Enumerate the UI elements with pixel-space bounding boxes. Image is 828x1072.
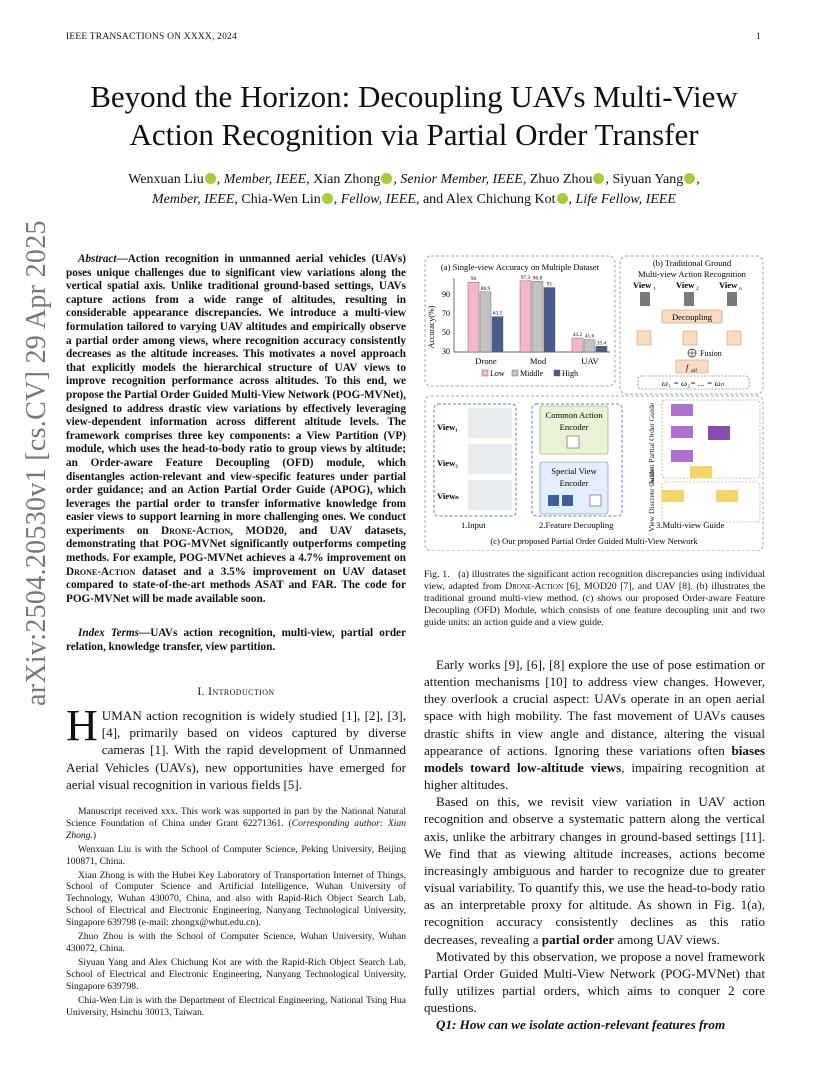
bar-value-label: 35.4 (596, 340, 607, 347)
bar (532, 281, 543, 352)
footnote (66, 806, 406, 842)
abstract-label: Abstract (78, 253, 117, 265)
footnote: Xian Zhong is with the Hubei Key Laboratory of Transportation Internet of Things, School of Computer Science and Artificial Intelligence, Wuhan University of Technology, Wuhan 430070, China, and also with Rapid-Rich Object Search Lab, School of Electrical and Electronic Engineering, Nanyang Technological University, Singapore 639798 (e-mail: zhongx@whut.edu.cn). (66, 869, 406, 929)
footnote: Chia-Wen Lin is with the Department of Electrical Engineering, National Tsing Hua University, Hsinchu 30013, Taiwan. (66, 994, 406, 1018)
question-text: Q1: How can we isolate action-relevant features from (436, 1017, 726, 1033)
bar-value-label: 86.9 (480, 285, 491, 292)
feature-block (637, 331, 651, 345)
dataset-name: Drone-Action (66, 565, 136, 578)
feature-block (727, 331, 741, 345)
author-role: Senior Member, IEEE (400, 172, 523, 187)
orcid-icon[interactable] (322, 193, 333, 204)
paragraph-text: Based on this, we revisit view variation in UAV action recognition and observe a systematic pattern along the vertical axis, unlike the arbitrary changes in ground-based settings [11]. We find that as viewing altitude increases, actions become increasingly ambiguous and harder to recognize due to greater visual variability. To quantify this, we use the head-to-body ratio as an interpretable proxy for altitude. As shown in Fig. 1(a), recognition accuracy consistently declines as this ratio decreases, revealing a (424, 794, 765, 947)
author-name: Chia-Wen Lin (241, 192, 321, 207)
bar (596, 346, 607, 352)
legend-label: High (562, 369, 578, 378)
running-header: IEEE TRANSACTIONS ON XXXX, 2024 (66, 32, 237, 42)
author-name: Xian Zhong (313, 172, 381, 187)
bar-value-label: 43.2 (572, 332, 583, 339)
legend-swatch (512, 370, 518, 376)
omega-equality: ω₁ = ω₂= ... = ωₙ (661, 378, 725, 388)
bar (572, 338, 583, 352)
c-view-label: View₁ (437, 422, 458, 432)
orcid-icon[interactable] (381, 173, 392, 184)
abstract-text-3: dataset and a 3.5% improvement on UAV dataset compared to state-of-the-art methods ASAT and FAR. The code for POG-MVNet will be made available soon. (66, 565, 406, 605)
bar (492, 317, 503, 352)
paper-title (60, 78, 768, 154)
orcid-icon[interactable] (684, 173, 695, 184)
decoupling-label: Decoupling (671, 312, 713, 322)
y-ticks (442, 290, 450, 356)
author-name: Zhuo Zhou (529, 172, 593, 187)
view-subscript: 2 (696, 286, 699, 292)
footnote: Siyuan Yang and Alex Chichung Kot are with the Rapid-Rich Object Search Lab, School of Electrical and Electronic Engineering, Nanyang Technological University, Singapore 639798. (66, 956, 406, 992)
bar (520, 281, 531, 352)
paragraph (424, 656, 765, 793)
footnote: Zhuo Zhou is with the School of Computer Science, Wuhan University, Wuhan 430072, China. (66, 931, 406, 954)
y-axis-label: Accuracy(%) (427, 305, 436, 349)
bar (468, 282, 479, 352)
view-label: View (676, 280, 695, 290)
view-node (662, 490, 684, 502)
author-name: Alex Chichung Kot (445, 192, 556, 207)
common-encoder-label: Encoder (559, 422, 589, 432)
intro-text: UMAN action recognition is widely studied [1], [2], [3], [4], primarily based on videos captured by diverse cameras [1]. With the rapid development of Unmanned Aerial Vehicles (UAVs), new opportunities have emerged for aerial visual recognition in various fields [5]. (66, 708, 406, 792)
dataset-name: Drone-Action (505, 581, 563, 592)
question-heading (424, 1016, 765, 1033)
index-terms (66, 627, 406, 654)
legend-label: Low (490, 369, 505, 378)
feature-block (683, 331, 697, 345)
bar (584, 340, 595, 352)
view-feature (590, 495, 601, 506)
category-label: Drone (475, 356, 497, 366)
footnote-text: Manuscript received xxx. This work was supported in part by the National Natural Science Foundation of China under Grant 62271361. ( (66, 806, 406, 829)
action-node (671, 450, 693, 462)
fall-subscript: all (691, 368, 697, 374)
view-feature (562, 495, 573, 506)
special-encoder-label: Special View (551, 466, 597, 476)
author-role: Fellow, IEEE (340, 192, 416, 207)
panel-b-title: Multi-view Action Recognition (638, 269, 746, 279)
legend (482, 369, 578, 378)
common-feature (567, 436, 579, 448)
step-label: 2.Feature Decoupling (539, 520, 614, 530)
abstract-text: —Action recognition in unmanned aerial vehicles (UAVs) poses unique challenges due to significant view variations along the vertical spatial axis. Unlike traditional ground-based settings, UAVs capture actions from a wide range of altitudes, resulting in considerable appearance discrepancies. We introduce a multi-view formulation tailored to varying UAV altitudes and empirically observe a partial order among views, where recognition accuracy consistently decreases as the altitude increases. This motivates a novel approach that explicitly models the hierarchical structure of UAV views to improve recognition performance across altitudes. To this end, we propose the Partial Order Guided Multi-View Network (POG-MVNet), designed to address drastic view variations by effectively leveraging view-dependent information across different altitude levels. The framework comprises three key components: a View Partition (VP) module, which uses the head-to-body ratio to group views by altitude; an Order-aware Feature Decoupling (OFD) module, which disentangles action-relevant and view-specific features under partial order guidance; and an Action Partial Order Guide (APOG), which leverages the partial order to transfer informative knowledge from easier views to support learning in more challenging ones. We conduct experiments on (66, 253, 406, 537)
view-guide-label: View Discrete Guide (647, 468, 656, 532)
emphasis: biases models toward low-altitude views (424, 742, 765, 775)
action-guide-label: Action Partial Order Guide (647, 402, 656, 486)
footnote-corresponding: Corresponding author: Xian Zhong. (66, 817, 406, 841)
action-node (671, 426, 693, 438)
special-encoder-label: Encoder (559, 478, 589, 488)
section-heading: I. Introduction (197, 686, 275, 698)
intro-paragraph (66, 701, 406, 793)
view-feature (548, 495, 559, 506)
paragraph-text: , impairing recognition at higher altitudes. (424, 759, 765, 793)
bar (480, 292, 491, 352)
view-node (690, 466, 712, 478)
paragraph (424, 793, 765, 947)
view-photo (468, 480, 512, 510)
index-terms-label: Index Terms (78, 627, 140, 639)
category-label: UAV (581, 356, 599, 366)
y-tick: 70 (442, 309, 450, 318)
category-labels (475, 356, 599, 366)
view-label: View (633, 280, 652, 290)
view-photo (468, 444, 512, 474)
footnotes (66, 806, 406, 1020)
bar-value-label: 91 (546, 281, 553, 288)
y-tick: 90 (442, 290, 450, 299)
view-photo (468, 408, 512, 438)
view-label: View (719, 280, 738, 290)
author-list: Wenxuan Liu , Member, IEEE, Xian Zhong , Senior Member, IEEE, Zhuo Zhou , Siyuan Yang , Member, IEEE, Chia-Wen Lin , Fellow, IEEE, and Alex Chichung Kot , Life Fellow, IEEE (128, 172, 700, 207)
bar-value-label: 63.5 (492, 310, 503, 317)
caption-text-2: [6], MOD20 [7], and UAV [8]. (b) illustrates the traditional ground multi-view method. (c) shows our proposed Order-aware Feature Decoupling (OFD) Module, which consists of one feature decoupling unit and two guide units: an action guide and a view guide. (424, 581, 765, 628)
author-role: Life Fellow, IEEE (575, 192, 676, 207)
paragraph-text: Early works [9], [6], [8] explore the use of pose estimation or attention mechanisms [10] to address view changes. However, they overlook a crucial aspect: UAVs operate in an open aerial space with high mobility. The fast movement of UAVs causes drastic shifts in view angle and distance, altering the visual appearance of actions. Ignoring these variations often (424, 657, 765, 758)
emphasis: partial order (541, 931, 615, 947)
bar-value-label: 97.3 (520, 274, 531, 281)
figure-caption (424, 569, 765, 629)
view-subscript: n (739, 286, 742, 292)
author-role: Member, IEEE (223, 172, 307, 187)
y-tick: 50 (442, 328, 450, 337)
panel-b-title: (b) Traditional Ground (652, 258, 732, 268)
action-all-node (708, 426, 730, 440)
bar (544, 288, 555, 352)
c-view-label: Viewₙ (437, 491, 459, 501)
view-node (716, 490, 738, 502)
legend-label: Middle (520, 369, 544, 378)
author-name: Wenxuan Liu (128, 172, 204, 187)
paragraph-text: among UAV views. (614, 931, 720, 947)
footnote: Wenxuan Liu is with the School of Computer Science, Peking University, Beijing 100871, China. (66, 843, 406, 867)
arxiv-stamp: arXiv:2504.20530v1 [cs.CV] 29 Apr 2025 (21, 220, 52, 706)
author-role: Member, IEEE (151, 192, 235, 207)
bar-value-label: 96.8 (532, 275, 543, 282)
footnote-text: ) (92, 829, 97, 841)
category-label: Mod (529, 356, 547, 366)
view-subscript: 1 (653, 286, 656, 292)
legend-swatch (482, 370, 488, 376)
right-column-text (424, 656, 765, 1033)
bar-value-label: 96 (470, 276, 477, 283)
page-number: 1 (756, 32, 761, 42)
fall-label: f (686, 362, 689, 372)
abstract-text-2: , MOD20, and UAV datasets, demonstrating that POG-MVNet significantly outperforms competing methods. For example, POG-MVNet achieves a 4.7% improvement on (66, 524, 406, 565)
author-conjunction: and (422, 192, 444, 207)
common-encoder-label: Common Action (545, 410, 603, 420)
orcid-icon[interactable] (557, 193, 568, 204)
author-name: Siyuan Yang (612, 172, 684, 187)
panel-a-title: (a) Single-view Accuracy on Multiple Dataset (440, 262, 600, 272)
figure-1 (424, 252, 765, 551)
legend-swatch (554, 370, 560, 376)
orcid-icon[interactable] (593, 173, 604, 184)
bar-value-label: 41.6 (584, 333, 595, 340)
abstract (66, 253, 406, 606)
dataset-name: Drone-Action (161, 524, 231, 537)
fusion-label: Fusion (700, 349, 722, 358)
step-label: 3.Multi-view Guide (656, 520, 725, 530)
c-view-label: View₂ (437, 458, 458, 468)
drop-cap: H (66, 701, 98, 750)
y-tick: 30 (442, 347, 450, 356)
caption-text: (a) illustrates the significant action recognition discrepancies using individual view, adapted from (424, 569, 765, 592)
paragraph: Motivated by this observation, we propose a novel framework Partial Order Guided Multi-View Network (POG-MVNet) that fully utilizes partial orders, which aims to conquer 2 core questions. (424, 948, 765, 1016)
orcid-icon[interactable] (205, 173, 216, 184)
title-line-2: Action Recognition via Partial Order Transfer (129, 117, 699, 152)
step-label: 1.Input (461, 520, 486, 530)
title-line-1: Beyond the Horizon: Decoupling UAVs Multi-View (90, 79, 738, 114)
panel-c-title: (c) Our proposed Partial Order Guided Multi-View Network (490, 536, 698, 546)
index-terms-text: —UAVs action recognition, multi-view, partial order relation, knowledge transfer, view partition. (66, 627, 406, 653)
view-thumbnail (684, 292, 694, 306)
action-node (671, 404, 693, 416)
view-thumbnail (640, 292, 650, 306)
caption-label: Fig. 1. (424, 569, 450, 580)
view-thumbnail (727, 292, 737, 306)
ground-view-labels (633, 280, 742, 292)
